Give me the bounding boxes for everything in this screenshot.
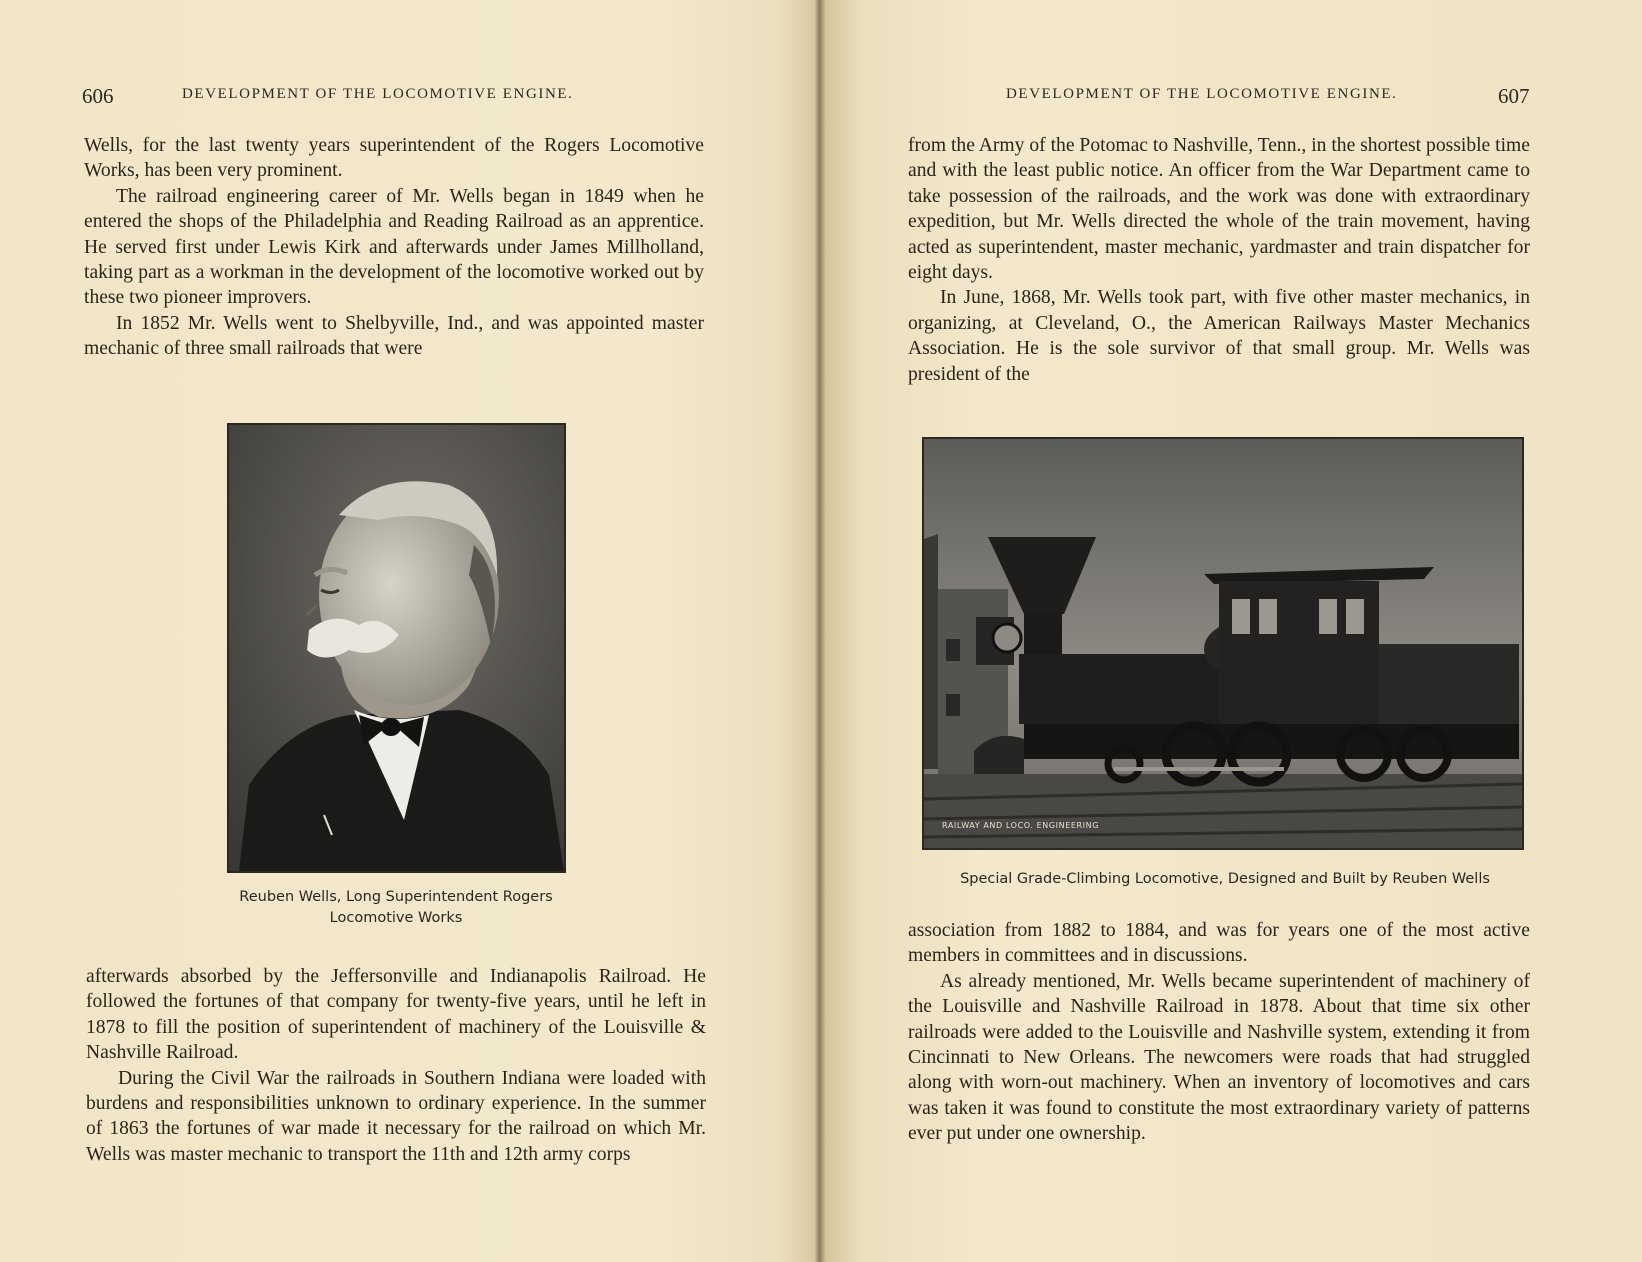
paragraph: In June, 1868, Mr. Wells took part, with five other master mechanics, in organizing, at Cleveland, O., the American Railways Master Mechanics Association. He is the sole survivor of that small group. Mr. Wells was president of the — [908, 287, 1530, 385]
page-number-left: 606 — [82, 84, 114, 108]
paragraph: During the Civil War the railroads in Southern Indiana were loaded with burdens and responsibilities unknown to ordinary experience. In the summer of 1863 the fortunes of war made it necessary for the railroad on which Mr. Wells was master mechanic to transport the 11th and 12th army corps — [86, 1067, 706, 1165]
caption-line: Locomotive Works — [329, 910, 463, 926]
portrait-figure — [227, 423, 566, 873]
left-text-bottom — [86, 964, 706, 1167]
portrait-photo — [229, 425, 564, 871]
locomotive-photo — [924, 439, 1522, 848]
paragraph: In 1852 Mr. Wells went to Shelbyville, Ind., and was appointed master mechanic of three small railroads that were — [84, 312, 704, 360]
paragraph: association from 1882 to 1884, and was for years one of the most active members in committees and in discussions. — [908, 920, 1530, 967]
page-number-right: 607 — [1498, 84, 1530, 108]
paragraph: The railroad engineering career of Mr. Wells began in 1849 when he entered the shops of the Philadelphia and Reading Railroad as an apprentice. He served first under Lewis Kirk and afterwards under James Millholland, taking part as a workman in the development of the locomotive worked out by these two pioneer improvers. — [84, 185, 704, 309]
figure-watermark: RAILWAY AND LOCO. ENGINEERING — [942, 821, 1100, 830]
right-text-top — [908, 133, 1530, 387]
right-page — [824, 0, 1642, 1262]
left-page — [0, 0, 818, 1262]
running-head-right: DEVELOPMENT OF THE LOCOMOTIVE ENGINE. — [1006, 86, 1398, 102]
paragraph: afterwards absorbed by the Jeffersonville and Indianapolis Railroad. He followed the fortunes of that company for twenty-five years, until he left in 1878 to fill the position of superintendent of machinery of the Louisville & Nashville Railroad. — [86, 966, 706, 1064]
locomotive-figure — [922, 437, 1524, 850]
paragraph: As already mentioned, Mr. Wells became superintendent of machinery of the Louisville and Nashville Railroad in 1878. About that time six other railroads were added to the Louisville and Nashville system, extending it from Cincinnati to New Orleans. The newcomers were roads that had struggled along with worn-out machinery. When an inventory of locomotives and cars was taken it was found to constitute the most extraordinary variety of patterns ever put under one ownership. — [908, 970, 1530, 1145]
paragraph: Wells, for the last twenty years superintendent of the Rogers Locomotive Works, has been very prominent. — [84, 135, 704, 182]
paragraph: from the Army of the Potomac to Nashville, Tenn., in the shortest possible time and with the least public notice. An officer from the War Department came to take possession of the railroads, and the work was done with extraordinary expedition, but Mr. Wells directed the whole of the train movement, having acted as superintendent, master mechanic, yardmaster and train dispatcher for eight days. — [908, 135, 1530, 284]
right-text-bottom — [908, 918, 1530, 1147]
left-text-top — [84, 133, 704, 362]
caption-line: Reuben Wells, Long Superintendent Rogers — [239, 889, 553, 905]
portrait-caption — [214, 887, 578, 929]
running-head-left: DEVELOPMENT OF THE LOCOMOTIVE ENGINE. — [182, 86, 574, 102]
locomotive-caption: Special Grade-Climbing Locomotive, Designed and Built by Reuben Wells — [960, 871, 1490, 887]
